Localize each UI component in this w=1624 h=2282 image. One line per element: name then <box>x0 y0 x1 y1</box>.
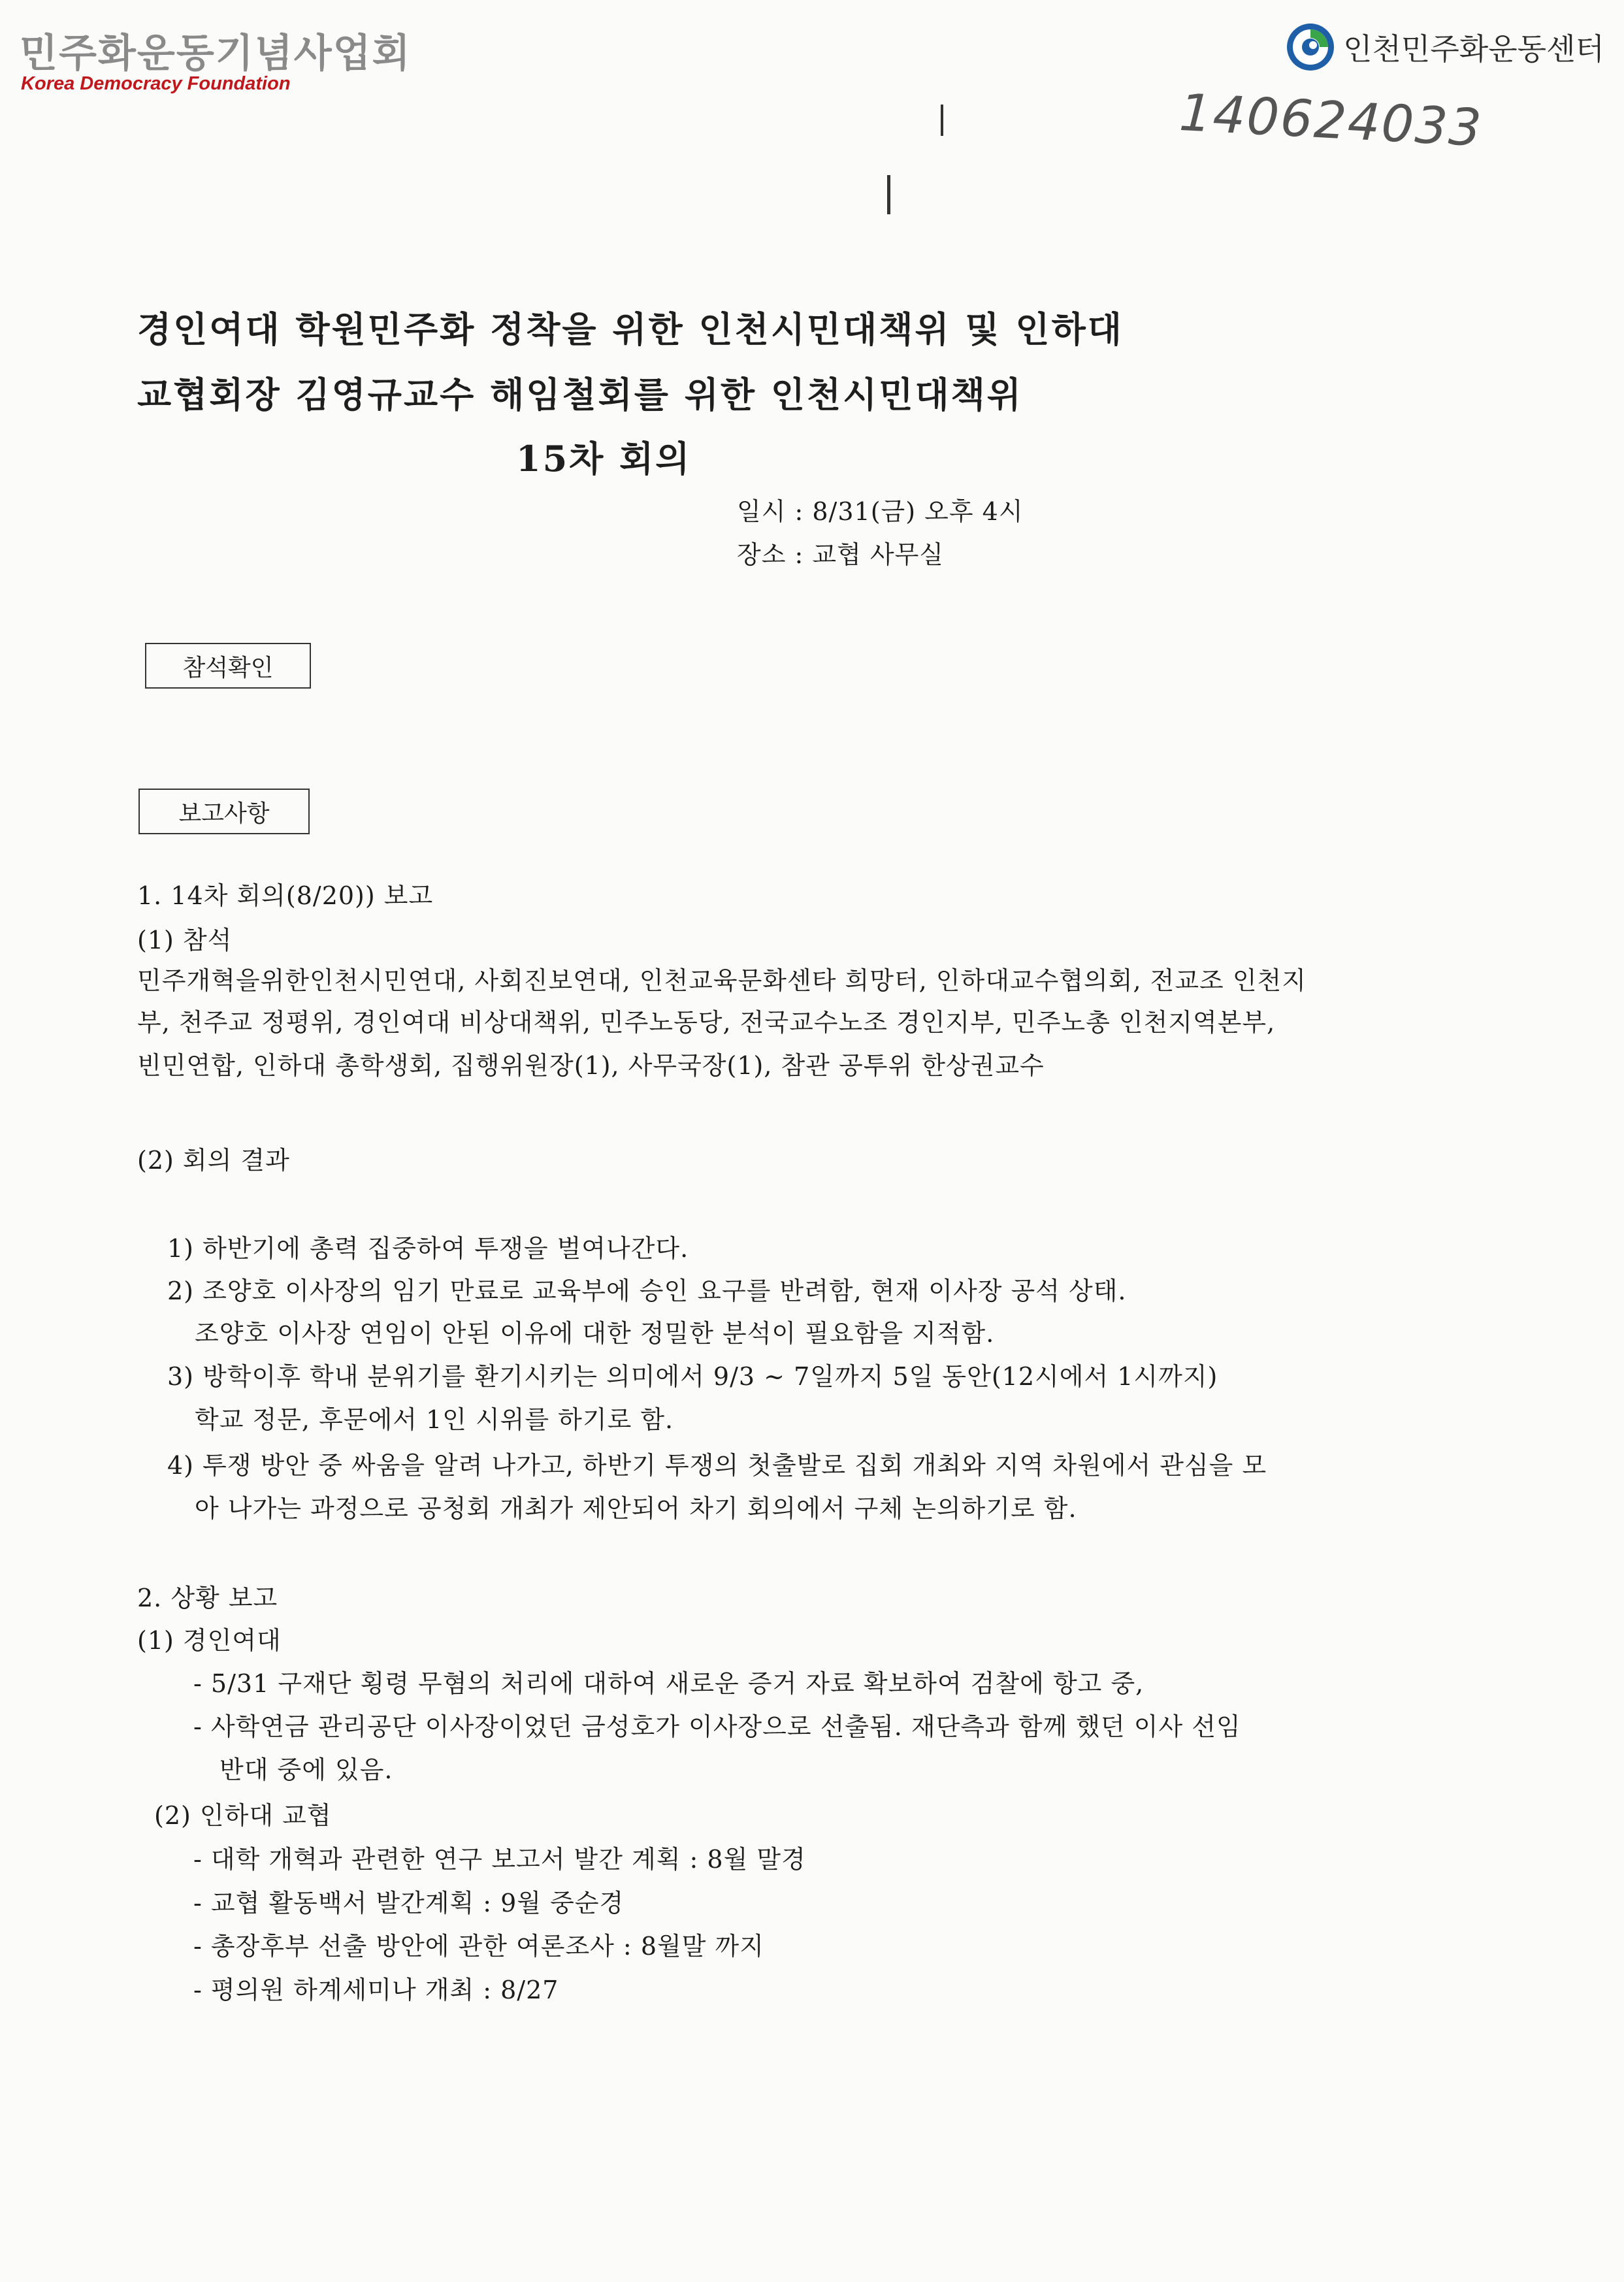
document-title-line-1: 경인여대 학원민주화 정착을 위한 인천시민대책위 및 인하대 <box>137 308 1124 350</box>
attendee-line: 민주개혁을위한인천시민연대, 사회진보연대, 인천교육문화센타 희망터, 인하대교수협의회, 전교조 인천지 <box>137 966 1307 995</box>
kyungin-item: - 5/31 구재단 횡령 무혐의 처리에 대하여 새로운 증거 자료 확보하여 검찰에 항고 중, <box>193 1669 1145 1698</box>
result-item-continued: 아 나가는 과정으로 공청회 개최가 제안되어 차기 회의에서 구체 논의하기로 함. <box>195 1494 1077 1523</box>
kyungin-heading: (1) 경인여대 <box>137 1626 282 1655</box>
result-item: 4) 투쟁 방안 중 싸움을 알려 나가고, 하반기 투쟁의 첫출발로 집회 개최와 지역 차원에서 관심을 모 <box>167 1451 1267 1480</box>
meeting-place: 장소 : 교협 사무실 <box>737 540 944 569</box>
handwritten-document-number: 140624033 <box>1177 83 1484 159</box>
inha-item: - 평의원 하계세미나 개최 : 8/27 <box>193 1976 559 2004</box>
document-title-line-3: 15차 회의 <box>516 438 692 480</box>
meeting-datetime: 일시 : 8/31(금) 오후 4시 <box>737 497 1024 526</box>
report-section-label: 보고사항 <box>138 789 310 834</box>
attendee-line: 빈민연합, 인하대 총학생회, 집행위원장(1), 사무국장(1), 참관 공투위 한상권교수 <box>137 1051 1045 1080</box>
attendee-line: 부, 천주교 정평위, 경인여대 비상대책위, 민주노동당, 전국교수노조 경인지부, 민주노총 인천지역본부, <box>137 1008 1276 1037</box>
scan-mark <box>941 105 943 136</box>
incheon-center-name: 인천민주화운동센터 <box>1343 31 1604 67</box>
document-title-line-2: 교협회장 김영규교수 해임철회를 위한 인천시민대책위 <box>137 374 1023 416</box>
result-item: 3) 방학이후 학내 분위기를 환기시키는 의미에서 9/3 ~ 7일까지 5일 동안(12시에서 1시까지) <box>167 1362 1218 1391</box>
incheon-center-emblem-icon <box>1284 21 1337 73</box>
inha-item: - 대학 개혁과 관련한 연구 보고서 발간 계획 : 8월 말경 <box>193 1845 806 1874</box>
inha-item: - 총장후부 선출 방안에 관한 여론조사 : 8월말 까지 <box>193 1932 764 1961</box>
result-item: 1) 하반기에 총력 집중하여 투쟁을 벌여나간다. <box>167 1234 689 1263</box>
result-item-continued: 학교 정문, 후문에서 1인 시위를 하기로 함. <box>195 1405 674 1434</box>
result-item-continued: 조양호 이사장 연임이 안된 이유에 대한 정밀한 분석이 필요함을 지적함. <box>195 1319 995 1348</box>
inha-item: - 교협 활동백서 발간계획 : 9월 중순경 <box>193 1889 625 1917</box>
incheon-center-logo <box>1284 21 1604 73</box>
item1-results-heading: (2) 회의 결과 <box>137 1146 290 1175</box>
inha-heading: (2) 인하대 교협 <box>154 1801 332 1830</box>
result-item: 2) 조양호 이사장의 임기 만료로 교육부에 승인 요구를 반려함, 현재 이사장 공석 상태. <box>167 1277 1127 1305</box>
kyungin-item: - 사학연금 관리공단 이사장이었던 금성호가 이사장으로 선출됨. 재단측과 함께 했던 이사 선임 <box>193 1712 1241 1741</box>
attendance-section-label: 참석확인 <box>145 643 311 689</box>
item1-heading: 1. 14차 회의(8/20)) 보고 <box>137 881 434 910</box>
item1-attendance-heading: (1) 참석 <box>137 926 233 954</box>
kdf-logo-korean: 민주화운동기념사업회 <box>20 31 412 76</box>
scan-mark <box>887 175 890 214</box>
item2-heading: 2. 상황 보고 <box>137 1584 278 1612</box>
kyungin-item-continued: 반대 중에 있음. <box>219 1755 393 1784</box>
kdf-logo-english: Korea Democracy Foundation <box>21 73 291 94</box>
